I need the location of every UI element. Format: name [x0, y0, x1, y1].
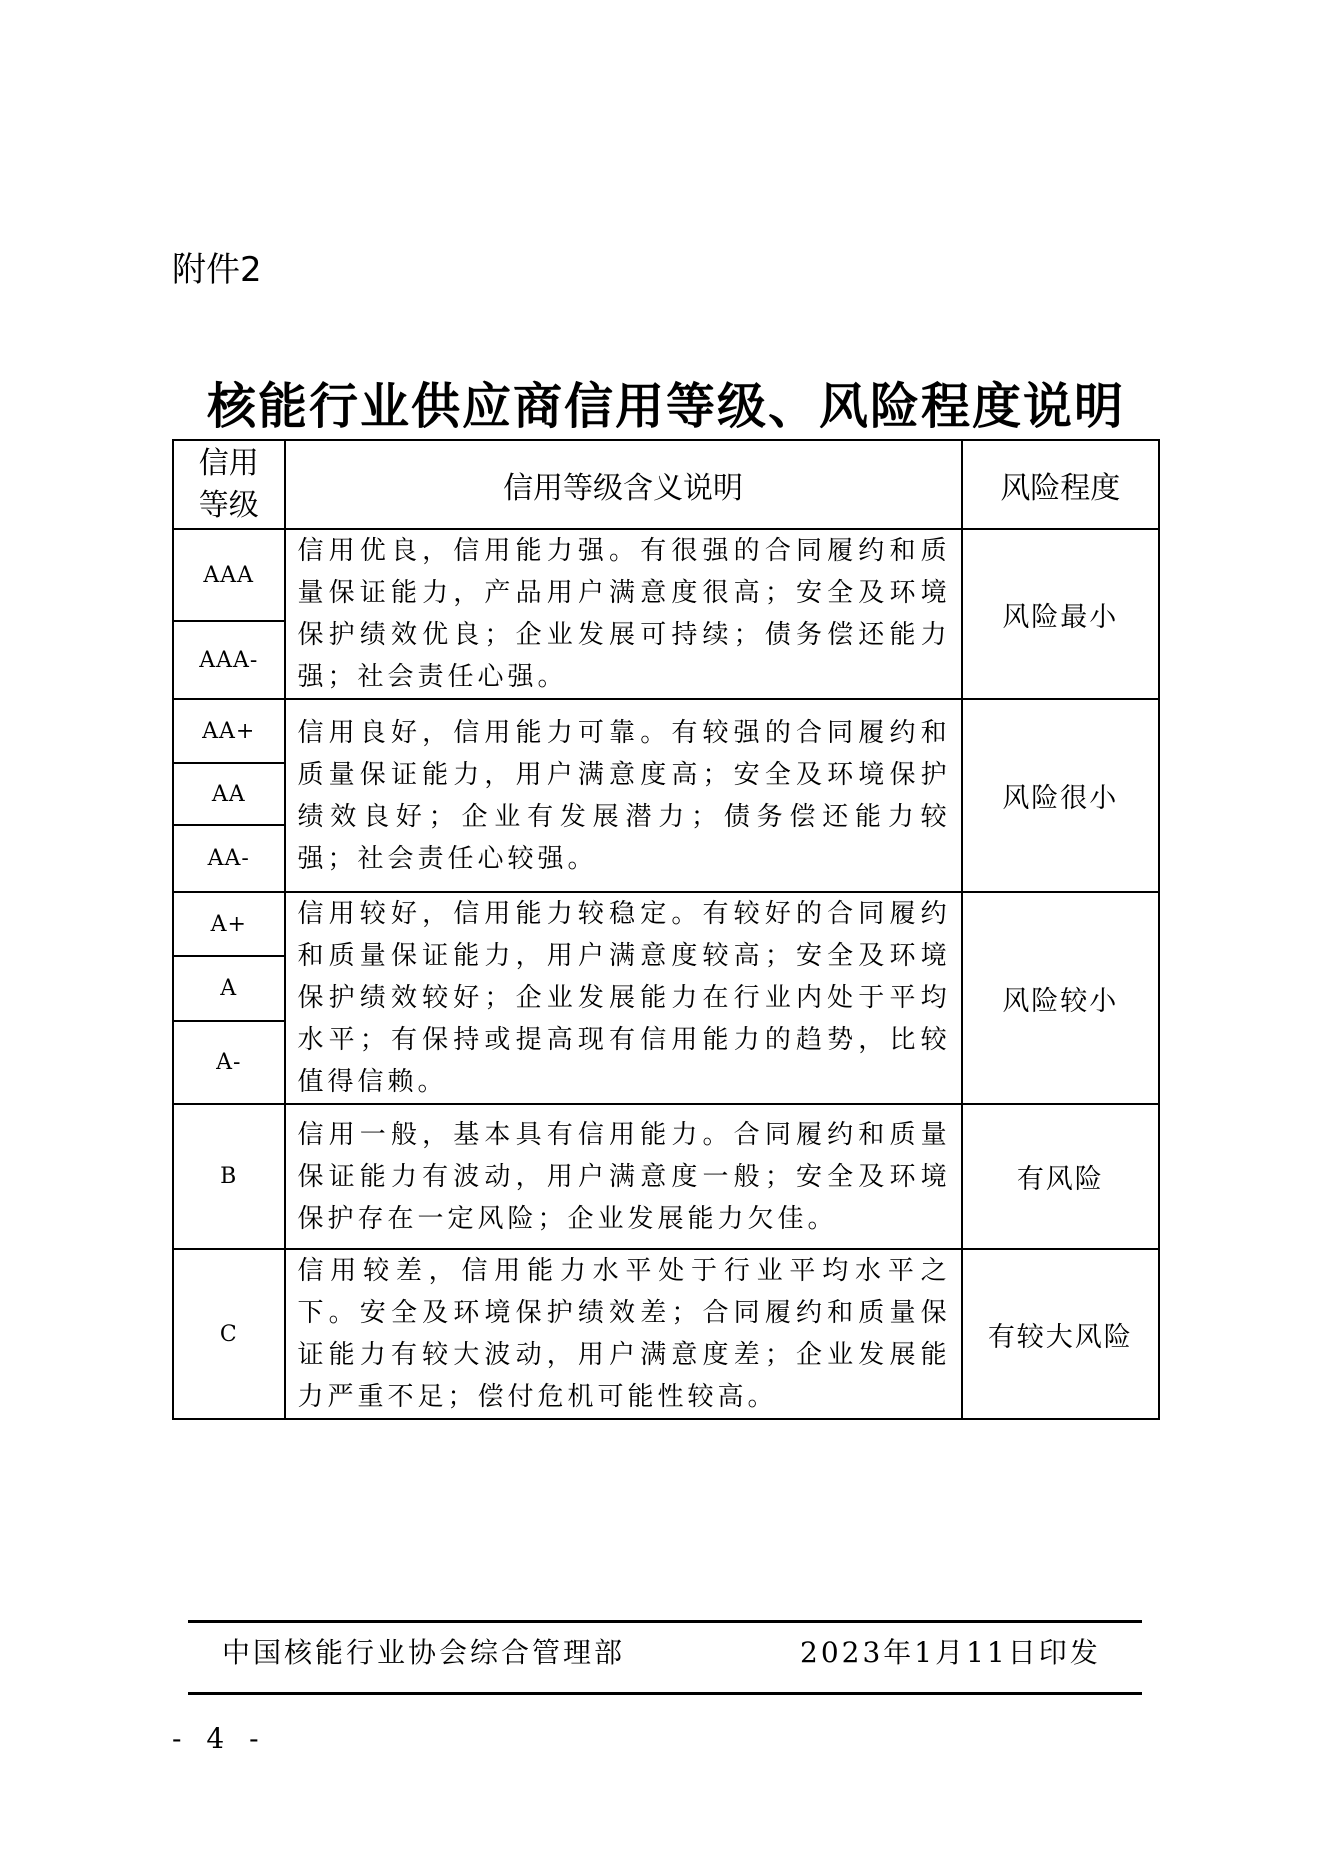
- header-grade-text: 信用 等级: [198, 445, 259, 523]
- header-meaning: 信用等级含义说明: [285, 440, 962, 529]
- grade-cell: A-: [173, 1021, 285, 1104]
- grade-cell: AAA: [173, 529, 285, 621]
- table-row: [173, 699, 1159, 763]
- risk-cell: 风险很小: [962, 699, 1159, 892]
- footer-bottom-rule: [188, 1692, 1142, 1695]
- footer-issuer: 中国核能行业协会综合管理部: [222, 1636, 626, 1669]
- risk-cell: 风险较小: [962, 892, 1159, 1104]
- header-risk: 风险程度: [962, 440, 1159, 529]
- description-cell: 信用较差，信用能力水平处于行业平均水平之下。安全及环境保护绩效差；合同履约和质量保证能力有较大波动，用户满意度差；企业发展能力严重不足；偿付危机可能性较高。: [285, 1249, 962, 1419]
- credit-grade-table: [172, 439, 1160, 1420]
- table-row: [173, 1249, 1159, 1419]
- table-header-row: [173, 440, 1159, 529]
- description-cell: 信用良好，信用能力可靠。有较强的合同履约和质量保证能力，用户满意度高；安全及环境保护绩效良好；企业有发展潜力；债务偿还能力较强；社会责任心较强。: [285, 699, 962, 892]
- grade-cell: AA-: [173, 825, 285, 892]
- risk-cell: 风险最小: [962, 529, 1159, 699]
- description-cell: 信用优良，信用能力强。有很强的合同履约和质量保证能力，产品用户满意度很高；安全及环境保护绩效优良；企业发展可持续；债务偿还能力强；社会责任心强。: [285, 529, 962, 699]
- risk-cell: 有较大风险: [962, 1249, 1159, 1419]
- grade-cell: C: [173, 1249, 285, 1419]
- grade-cell: AAA-: [173, 621, 285, 699]
- grade-cell: A+: [173, 892, 285, 956]
- page-number: - 4 -: [172, 1722, 267, 1755]
- grade-cell: B: [173, 1104, 285, 1249]
- grade-cell: AA: [173, 763, 285, 825]
- table-row: [173, 529, 1159, 621]
- grade-cell: A: [173, 956, 285, 1020]
- table-row: [173, 1104, 1159, 1249]
- risk-cell: 有风险: [962, 1104, 1159, 1249]
- document-title: 核能行业供应商信用等级、风险程度说明: [206, 378, 1125, 435]
- attachment-label: 附件2: [172, 250, 262, 290]
- table-row: [173, 892, 1159, 956]
- description-cell: 信用一般，基本具有信用能力。合同履约和质量保证能力有波动，用户满意度一般；安全及环境保护存在一定风险；企业发展能力欠佳。: [285, 1104, 962, 1249]
- footer-date: 2023年1月11日印发: [800, 1636, 1101, 1669]
- grade-cell: AA+: [173, 699, 285, 763]
- footer-top-rule: [188, 1620, 1142, 1623]
- description-cell: 信用较好，信用能力较稳定。有较好的合同履约和质量保证能力，用户满意度较高；安全及环境保护绩效较好；企业发展能力在行业内处于平均水平；有保持或提高现有信用能力的趋势，比较值得信赖。: [285, 892, 962, 1104]
- header-grade: [173, 440, 285, 529]
